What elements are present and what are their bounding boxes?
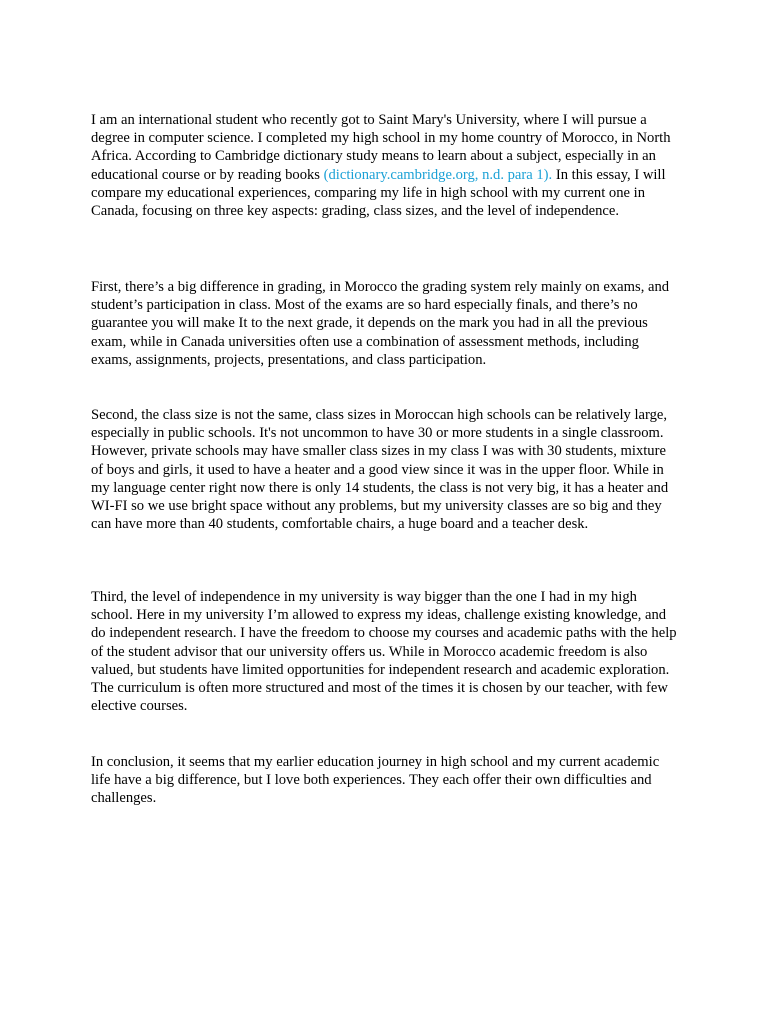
- paragraph-conclusion: In conclusion, it seems that my earlier education journey in high school and my current academic life have a big difference, but I love both experiences. They each offer their own difficulties and challenges.: [91, 754, 660, 807]
- intro-text-continued: In this essay, I will compare my educational experiences, comparing my life in high school with my current one in Canada, focusing on three key aspects: grading, class sizes, and the level of independence.: [91, 166, 666, 220]
- paragraph-introduction: [91, 111, 681, 220]
- paragraph-grading: First, there’s a big difference in grading, in Morocco the grading system rely mainly on exams, and student’s participation in class. Most of the exams are so hard especially finals, and there’s no guarantee you will make It to the next grade, it depends on the mark you had in all the previous exam, while in Canada universities often use a combination of assessment methods, including exams, assignments, projects, presentations, and class participation.: [91, 279, 670, 368]
- paragraph-class-size: Second, the class size is not the same, class sizes in Moroccan high schools can be relatively large, especially in public schools. It's not uncommon to have 30 or more students in a single classroom. However, private schools may have smaller class sizes in my class I was with 30 students, mixture of boys and girls, it used to have a heater and a good view since it was in the upper floor. While in my language center right now there is only 14 students, the class is not very big, it has a heater and WI-FI so we use bright space without any problems, but my university classes are so big and they can have more than 40 students, comfortable chairs, a huge board and a teacher desk.: [91, 407, 669, 533]
- intro-text: I am an international student who recently got to Saint Mary's University, where I will pursue a degree in computer science. I completed my high school in my home country of Morocco, in North Africa. According to Cambridge dictionary study means to learn about a subject, especially in an educational course or by reading books: [91, 112, 671, 183]
- citation-link[interactable]: (dictionary.cambridge.org, n.d. para 1).: [323, 166, 553, 183]
- paragraph-independence: Third, the level of independence in my university is way bigger than the one I had in my high school. Here in my university I’m allowed to express my ideas, challenge existing knowledge, and do independent research. I have the freedom to choose my courses and academic paths with the help of the student advisor that our university offers us. While in Morocco academic freedom is also valued, but students have limited opportunities for independent research and academic exploration. The curriculum is often more structured and most of the times it is chosen by our teacher, with few elective courses.: [91, 589, 677, 715]
